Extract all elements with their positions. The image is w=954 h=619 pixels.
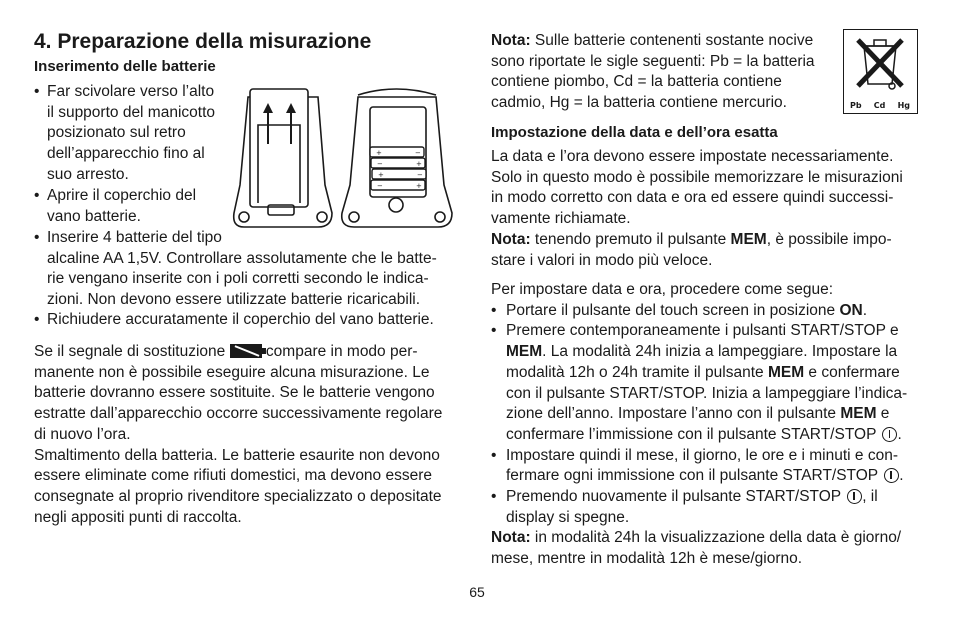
step-text: .	[897, 425, 902, 443]
step-text: , il	[862, 488, 878, 506]
step-1: • Portare il pulsante del touch screen in posizione ON.	[491, 301, 868, 319]
bullet-2-line: Aprire il coperchio del	[47, 187, 197, 204]
bullet-1-line: il supporto del manicotto	[47, 103, 216, 121]
svg-text:+: +	[378, 171, 384, 179]
bullet-4: • Richiudere accuratamente il coperchio del vano batterie.	[34, 310, 434, 331]
note-label: Nota:	[491, 32, 531, 49]
step-text: fermare ogni immissione con il pulsante START/STOP	[506, 467, 878, 485]
note-label: Nota:	[491, 529, 531, 547]
step-text: . La modalità 24h inizia a lampeggiare. Impostare la	[542, 343, 898, 361]
bullet-3-line: Inserire 4 batterie del tipo	[47, 229, 222, 246]
page-number: 65	[469, 584, 485, 600]
step-2: • Premere contemporaneamente i pulsanti START/STOP e MEM. La modalità 24h inizia a lampeggiare. Impostare la modalità 12h o 24h tramite il pulsante MEM e confermare con il pulsante START/STOP. Inizia a lampeggiare l’indica- zione dell’anno. Impostare l’anno con il pulsante MEM e confermare l’immissione con il pulsante START/STOP .	[491, 322, 908, 443]
svg-text:+: +	[376, 149, 382, 157]
date-time-subtitle: Impostazione della data e dell’ora esatta	[491, 124, 778, 141]
bullet-3-line: zioni. Non devono essere utilizzate batterie ricaricabili.	[47, 291, 421, 309]
bin-label-hg: Hg	[897, 101, 910, 110]
svg-text:−: −	[377, 160, 383, 168]
intro-line: in modo corretto con data e ora ed essere quindi successi-	[491, 189, 894, 207]
crossed-bin-icon	[843, 29, 918, 114]
svg-text:−: −	[417, 171, 423, 179]
disposal-line: negli appositi punti di raccolta.	[34, 508, 242, 526]
step-text: Premendo nuovamente il pulsante START/STOP	[506, 488, 841, 506]
power-icon	[882, 427, 897, 442]
svg-text:−: −	[377, 182, 383, 190]
bullet-1-line: suo arresto.	[47, 165, 129, 183]
bullet-2-line: vano batterie.	[47, 207, 141, 225]
mem-label: MEM	[506, 343, 543, 361]
para1-line: manente non è possibile eseguire alcuna misurazione. Le	[34, 363, 430, 381]
note-line: cadmio, Hg = la batteria contiene mercurio.	[491, 94, 787, 112]
step-line: Impostare quindi il mese, il giorno, le ore e i minuti e con-	[506, 446, 898, 464]
power-icon	[847, 489, 862, 504]
para1-text: Se il segnale di sostituzione	[34, 343, 226, 360]
intro-line: Solo in questo modo è possibile memorizzare le misurazioni	[491, 168, 903, 186]
note-label: Nota:	[491, 230, 531, 248]
step-4: • Premendo nuovamente il pulsante START/STOP , il display si spegne.	[491, 487, 907, 528]
page-title: 4. Preparazione della misurazione	[34, 30, 372, 53]
bullet-3-line: rie vengano inserite con i poli corretti secondo le indica-	[47, 270, 429, 288]
svg-text:+: +	[416, 182, 422, 190]
bullet-1: • Far scivolare verso l’alto il supporto del manicotto posizionato sul retro dell’apparecchio fino al suo arresto.	[34, 82, 234, 186]
date-time-body	[491, 147, 903, 271]
note-text: Sulle batterie contenenti sostante nocive	[530, 32, 814, 49]
mem-label: MEM	[730, 230, 767, 248]
note-harmful-substances	[491, 31, 815, 114]
bullet-1-line: posizionato sul retro	[47, 124, 186, 142]
step-text: .	[862, 301, 868, 319]
note-line: sono riportate le sigle seguenti: Pb = la batteria	[491, 52, 815, 70]
step-3: • Impostare quindi il mese, il giorno, le ore e i minuti e con- fermare ogni immissione con il pulsante START/STOP .	[491, 446, 907, 487]
step-text: .	[899, 467, 904, 485]
procedure-intro: Per impostare data e ora, procedere come segue:	[491, 281, 834, 298]
note-line: mese, mentre in modalità 12h è mese/giorno.	[491, 550, 803, 568]
note-text: , è possibile impo-	[766, 230, 892, 248]
note-line: contiene piombo, Cd = la batteria contiene	[491, 73, 782, 91]
disposal-line: Smaltimento della batteria. Le batterie esaurite non devono	[34, 446, 440, 464]
battery-low-icon	[230, 344, 262, 358]
para1-text: compare in modo per-	[265, 343, 418, 360]
intro-line: vamente richiamate.	[491, 210, 631, 228]
para1-line: estratte dall’apparecchio occorre successivamente regolare	[34, 405, 443, 423]
intro-line: La data e l’ora devono essere impostate necessariamente.	[491, 148, 894, 165]
note-text: tenendo premuto il pulsante	[530, 230, 731, 248]
disposal-line: essere eliminate come rifiuti domestici, ma devono essere	[34, 467, 433, 485]
bin-label-cd: Cd	[873, 101, 886, 110]
bullet-3: • Inserire 4 batterie del tipo alcaline AA 1,5V. Controllare assolutamente che le batte- rie vengano inserite con i poli corretti secondo le indica- zioni. Non devono essere utilizzate batterie ricaricabili.	[34, 228, 437, 311]
step-text: Portare il pulsante del touch screen in posizione	[506, 301, 840, 319]
bin-label-pb: Pb	[850, 101, 862, 110]
on-label: ON	[839, 301, 863, 319]
svg-text:+: +	[416, 160, 422, 168]
step-line: display si spegne.	[506, 508, 630, 526]
note-text: in modalità 24h la visualizzazione della data è giorno/	[530, 529, 902, 547]
step-line: con il pulsante START/STOP. Inizia a lampeggiare l’indica-	[506, 384, 908, 402]
disposal-line: consegnate al proprio rivenditore specializzato o depositate	[34, 487, 442, 505]
step-text: modalità 12h o 24h tramite il pulsante	[506, 363, 768, 381]
bullet-1-line: dell’apparecchio fino al	[47, 145, 205, 163]
bullet-2: • Aprire il coperchio del vano batterie.	[34, 186, 196, 227]
para1-line: di nuovo l’ora.	[34, 425, 131, 443]
para1-line: batterie dovranno essere sostituite. Se le batterie vengono	[34, 384, 435, 402]
bullet-4-text: Richiudere accuratamente il coperchio del vano batterie.	[47, 311, 434, 328]
note-line: stare i valori in modo più veloce.	[491, 251, 713, 269]
mem-label: MEM	[767, 363, 805, 381]
replacement-paragraph	[34, 342, 442, 528]
step-line: Premere contemporaneamente i pulsanti START/STOP e	[506, 322, 899, 340]
bullet-1-line: Far scivolare verso l’alto	[47, 83, 215, 100]
svg-text:−: −	[415, 149, 421, 157]
step-text: e	[876, 405, 890, 423]
step-text: confermare l’immissione con il pulsante START/STOP	[506, 425, 877, 443]
bullet-3-line: alcaline AA 1,5V. Controllare assolutamente che le batte-	[47, 249, 437, 267]
power-icon	[884, 468, 899, 483]
step-text: e confermare	[804, 363, 900, 381]
battery-compartment-illustration	[230, 85, 470, 235]
mem-label: MEM	[840, 405, 877, 423]
step-text: zione dell’anno. Impostare l’anno con il pulsante	[506, 405, 841, 423]
procedure	[491, 280, 907, 570]
battery-insertion-subtitle: Inserimento delle batterie	[34, 58, 216, 75]
